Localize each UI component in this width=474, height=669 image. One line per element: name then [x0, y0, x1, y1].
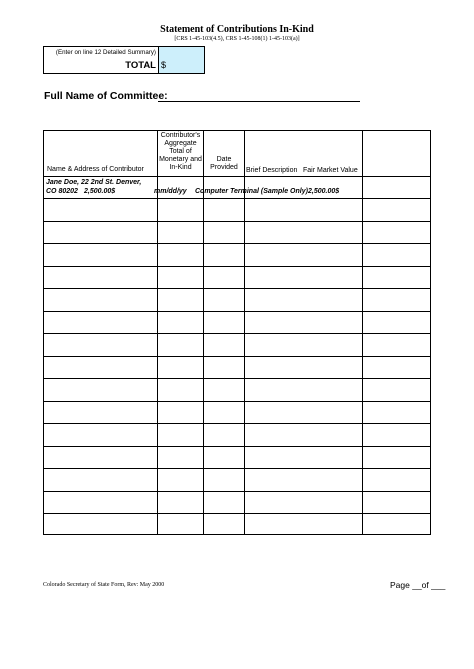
header-aggregate-total: Contributor's Aggregate Total of Monetary and In-Kind: [159, 132, 202, 171]
contributions-table: [43, 130, 431, 535]
header-divider: [44, 176, 430, 177]
total-input[interactable]: [159, 47, 204, 73]
table-row: [44, 221, 430, 222]
sample-date: mm/dd/yy: [154, 188, 187, 195]
sample-aggregate: 2,500.00$: [84, 188, 116, 195]
total-value: $: [161, 60, 167, 70]
total-label: TOTAL: [125, 60, 156, 71]
header-name-address: Name & Address of Contributor: [47, 166, 144, 173]
sample-description: Computer Terminal (Sample Only): [195, 188, 308, 195]
table-row: [44, 333, 430, 334]
sample-value: 2,500.00$: [308, 188, 340, 195]
table-row: [44, 266, 430, 267]
table-row: [44, 311, 430, 312]
summary-note: (Enter on line 12 Detailed Summary): [55, 49, 156, 56]
table-row: [44, 446, 430, 447]
table-row: [44, 513, 430, 514]
form-title: Statement of Contributions In-Kind: [160, 24, 314, 35]
table-row: [44, 401, 430, 402]
header-fair-market-value: Fair Market Value: [303, 167, 358, 174]
table-row: [44, 288, 430, 289]
statute-citation: [CRS 1-45-103(4.5), CRS 1-45-108(1) 1-45-103(a)]: [174, 36, 300, 42]
table-row: [44, 243, 430, 244]
table-row: [44, 423, 430, 424]
summary-label-cell: [44, 47, 159, 73]
total-summary-box: [43, 46, 205, 74]
table-row: [44, 378, 430, 379]
committee-name-field[interactable]: [158, 101, 360, 102]
table-row: [44, 356, 430, 357]
table-row: [44, 198, 430, 199]
table-row: [44, 491, 430, 492]
header-brief-description: Brief Description: [246, 167, 298, 174]
header-date-provided: Date Provided: [210, 156, 238, 171]
sample-contributor-address: Jane Doe, 22 2nd St. Denver,: [46, 179, 142, 186]
sample-contributor-city: CO 80202: [46, 188, 78, 195]
form-revision: Colorado Secretary of State Form, Rev: May 2000: [43, 582, 165, 588]
committee-name-label: Full Name of Committee:: [44, 90, 168, 102]
table-row: [44, 468, 430, 469]
page-number: Page __of ___: [390, 580, 446, 590]
